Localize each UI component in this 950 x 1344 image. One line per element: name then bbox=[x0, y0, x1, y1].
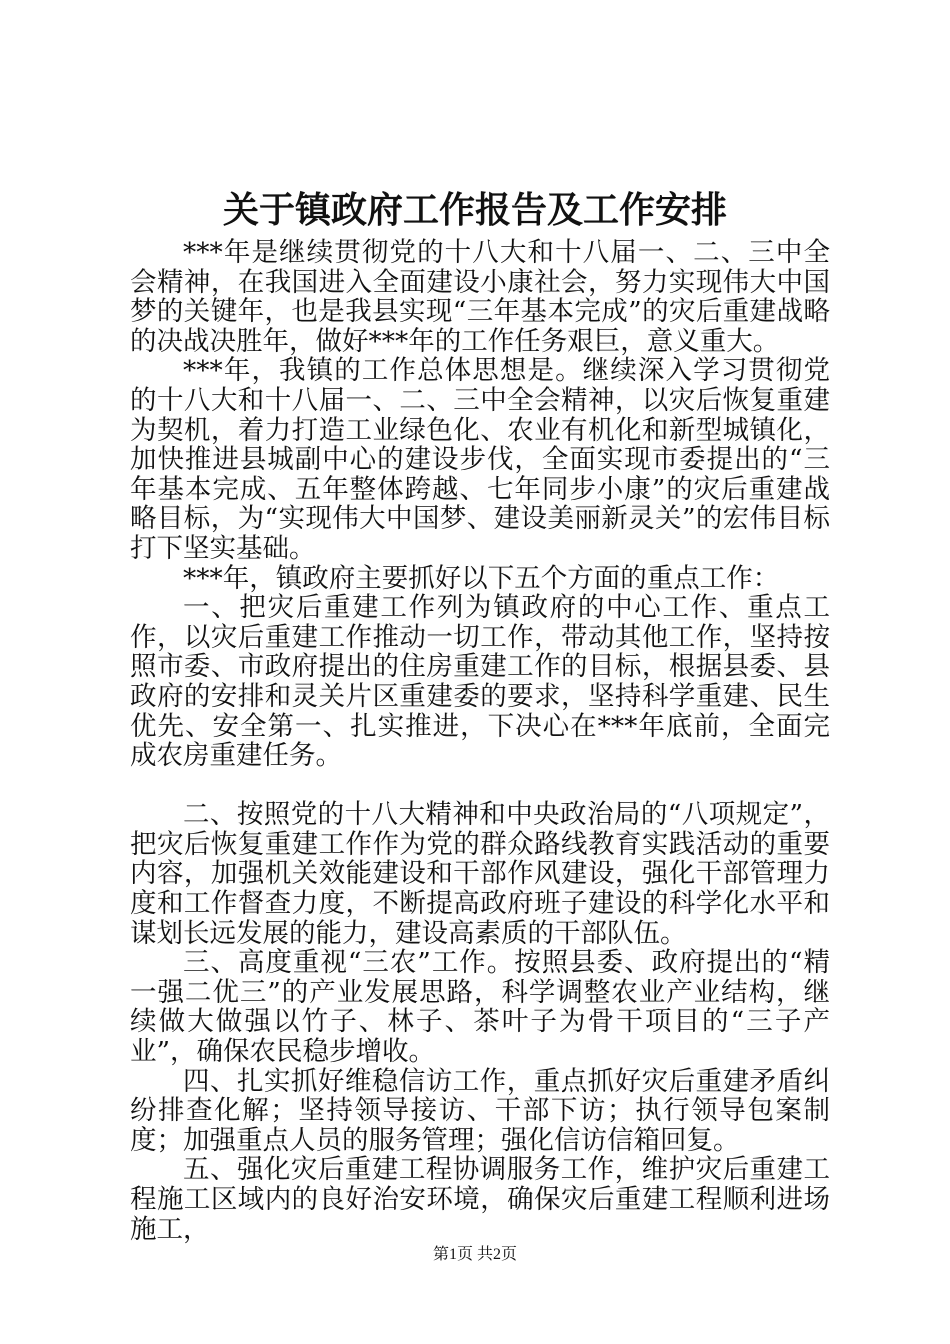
document-title: 关于镇政府工作报告及工作安排 bbox=[222, 189, 727, 231]
paragraph-task-four: 四、扎实抓好维稳信访工作，重点抓好灾后重建矛盾纠纷排查化解；坚持领导接访、干部下访；执行领导包案制度；加强重点人员的服务管理；强化信访信箱回复。 bbox=[130, 1065, 830, 1156]
paragraph-task-five: 五、强化灾后重建工程协调服务工作，维护灾后重建工程施工区域内的良好治安环境，确保灾后重建工程顺利进场施工， bbox=[130, 1154, 830, 1245]
paragraph-task-two: 二、按照党的十八大精神和中央政治局的“八项规定”，把灾后恢复重建工作作为党的群众路线教育实践活动的重要内容，加强机关效能建设和干部作风建设，强化干部管理力度和工作督查力度，不断提高政府班子建设的科学化水平和谋划长远发展的能力，建设高素质的干部队伍。 bbox=[130, 799, 830, 949]
paragraph-intro: ***年是继续贯彻党的十八大和十八届一、二、三中全会精神，在我国进入全面建设小康社会，努力实现伟大中国梦的关键年，也是我县实现“三年基本完成”的灾后重建战略的决战决胜年，做好***年的工作任务艰巨，意义重大。 bbox=[130, 237, 830, 357]
paragraph-task-one: 一、把灾后重建工作列为镇政府的中心工作、重点工作，以灾后重建工作推动一切工作，带动其他工作，坚持按照市委、市政府提出的住房重建工作的目标，根据县委、县政府的安排和灵关片区重建委的要求，坚持科学重建、民生优先、安全第一、扎实推进，下决心在***年底前，全面完成农房重建任务。 bbox=[130, 592, 830, 772]
paragraph-five-tasks-intro: ***年，镇政府主要抓好以下五个方面的重点工作： bbox=[183, 562, 780, 594]
paragraph-overall-idea: ***年，我镇的工作总体思想是。继续深入学习贯彻党的十八大和十八届一、二、三中全会精神，以灾后恢复重建为契机，着力打造工业绿色化、农业有机化和新型城镇化，加快推进县城副中心的建设步伐，全面实现市委提出的“三年基本完成、五年整体跨越、七年同步小康”的灾后重建战略目标，为“实现伟大中国梦、建设美丽新灵关”的宏伟目标打下坚实基础。 bbox=[130, 355, 830, 564]
document-body bbox=[130, 238, 830, 1244]
paragraph-task-three: 三、高度重视“三农”工作。按照县委、政府提出的“精一强二优三”的产业发展思路，科学调整农业产业结构，继续做大做强以竹子、林子、茶叶子为骨干项目的“三子产业”，确保农民稳步增收。 bbox=[130, 947, 830, 1068]
page-number: 第1页 共2页 bbox=[432, 1246, 517, 1263]
